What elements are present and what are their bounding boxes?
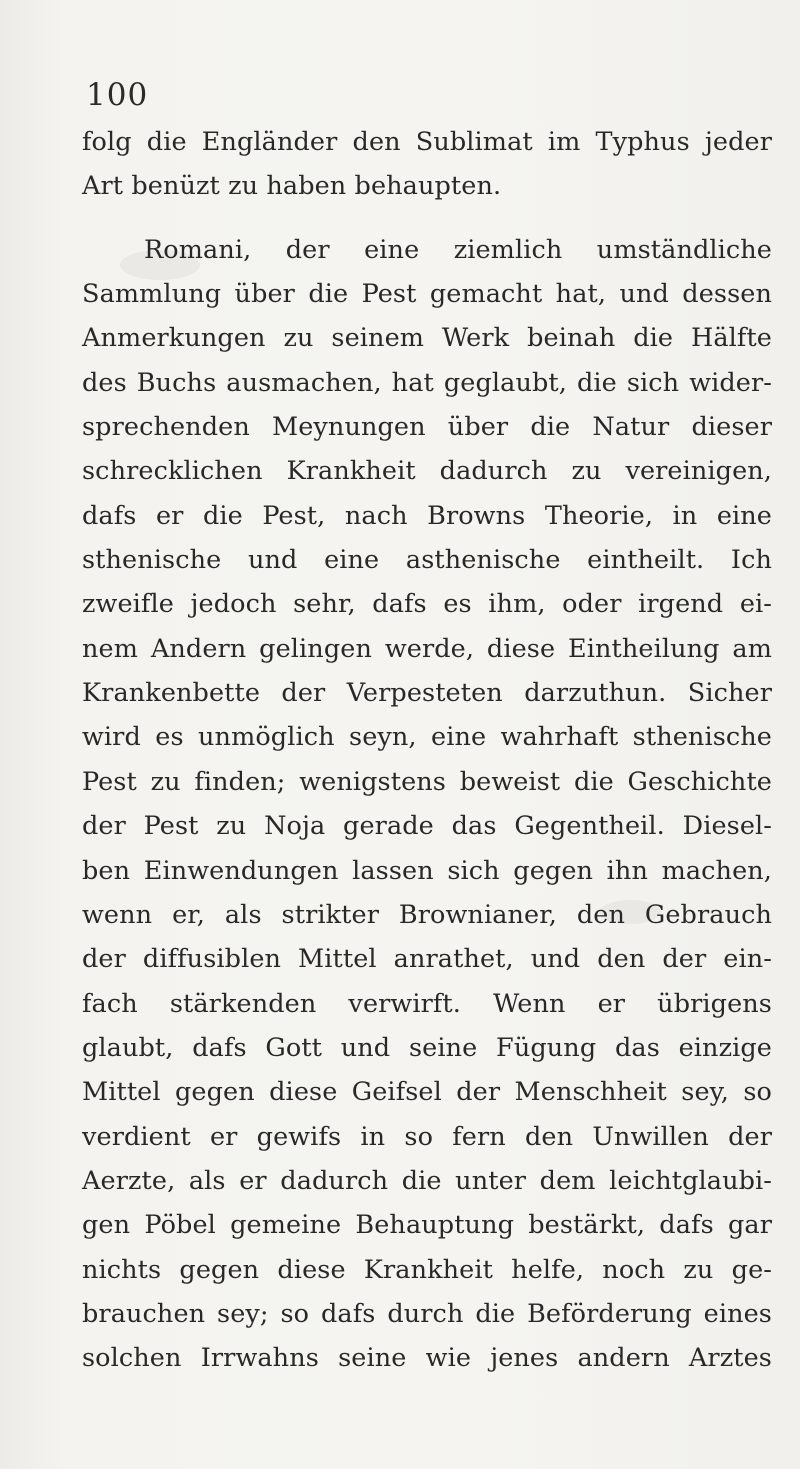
text-line: folg die Engländer den Sublimat im Typhus jeder: [82, 127, 772, 157]
text-line: wird es unmöglich seyn, eine wahrhaft sthenische: [82, 722, 772, 753]
text-line: Aerzte, als er dadurch die unter dem leichtglaubi-: [82, 1165, 772, 1196]
text-line: ben Einwendungen lassen sich gegen ihn machen,: [82, 855, 772, 886]
text-line: dafs er die Pest, nach Browns Theorie, in eine: [82, 500, 772, 531]
text-line: nem Andern gelingen werde, diese Eintheilung am: [82, 633, 772, 664]
body-text: [82, 120, 772, 1381]
text-line: verdient er gewifs in so fern den Unwillen der: [82, 1121, 772, 1152]
text-line: des Buchs ausmachen, hat geglaubt, die sich wider-: [82, 367, 772, 398]
text-line: zweifle jedoch sehr, dafs es ihm, oder irgend ei-: [82, 589, 772, 620]
text-line: Art benüzt zu haben behaupten.: [82, 171, 502, 202]
text-line: nichts gegen diese Krankheit helfe, noch zu ge-: [82, 1254, 772, 1285]
text-line: solchen Irrwahns seine wie jenes andern Arztes: [82, 1343, 772, 1374]
text-line: Sammlung über die Pest gemacht hat, und dessen: [82, 279, 772, 310]
text-line: gen Pöbel gemeine Behauptung bestärkt, dafs gar: [82, 1210, 772, 1241]
text-line: Pest zu finden; wenigstens beweist die Geschichte: [82, 766, 772, 797]
text-line: glaubt, dafs Gott und seine Fügung das einzige: [82, 1032, 772, 1063]
text-line: Anmerkungen zu seinem Werk beinah die Hälfte: [82, 323, 772, 354]
text-line: schrecklichen Krankheit dadurch zu vereinigen,: [82, 456, 772, 487]
text-line: fach stärkenden verwirft. Wenn er übrigens: [82, 988, 772, 1019]
text-line: sprechenden Meynungen über die Natur dieser: [82, 412, 772, 443]
page-number: 100: [86, 77, 149, 113]
text-line: wenn er, als strikter Brownianer, den Gebrauch: [82, 899, 772, 930]
text-line: der diffusiblen Mittel anrathet, und den der ein-: [82, 944, 772, 975]
paragraph-gap: [82, 209, 772, 228]
text-line: Romani, der eine ziemlich umständliche: [144, 234, 772, 265]
text-line: brauchen sey; so dafs durch die Beförderung eines: [82, 1298, 772, 1329]
text-line: sthenische und eine asthenische eintheilt. Ich: [82, 545, 772, 576]
text-line: Mittel gegen diese Geifsel der Menschheit sey, so: [82, 1077, 772, 1108]
text-line: der Pest zu Noja gerade das Gegentheil. Diesel-: [82, 811, 772, 842]
text-line: Krankenbette der Verpesteten darzuthun. Sicher: [82, 678, 772, 709]
